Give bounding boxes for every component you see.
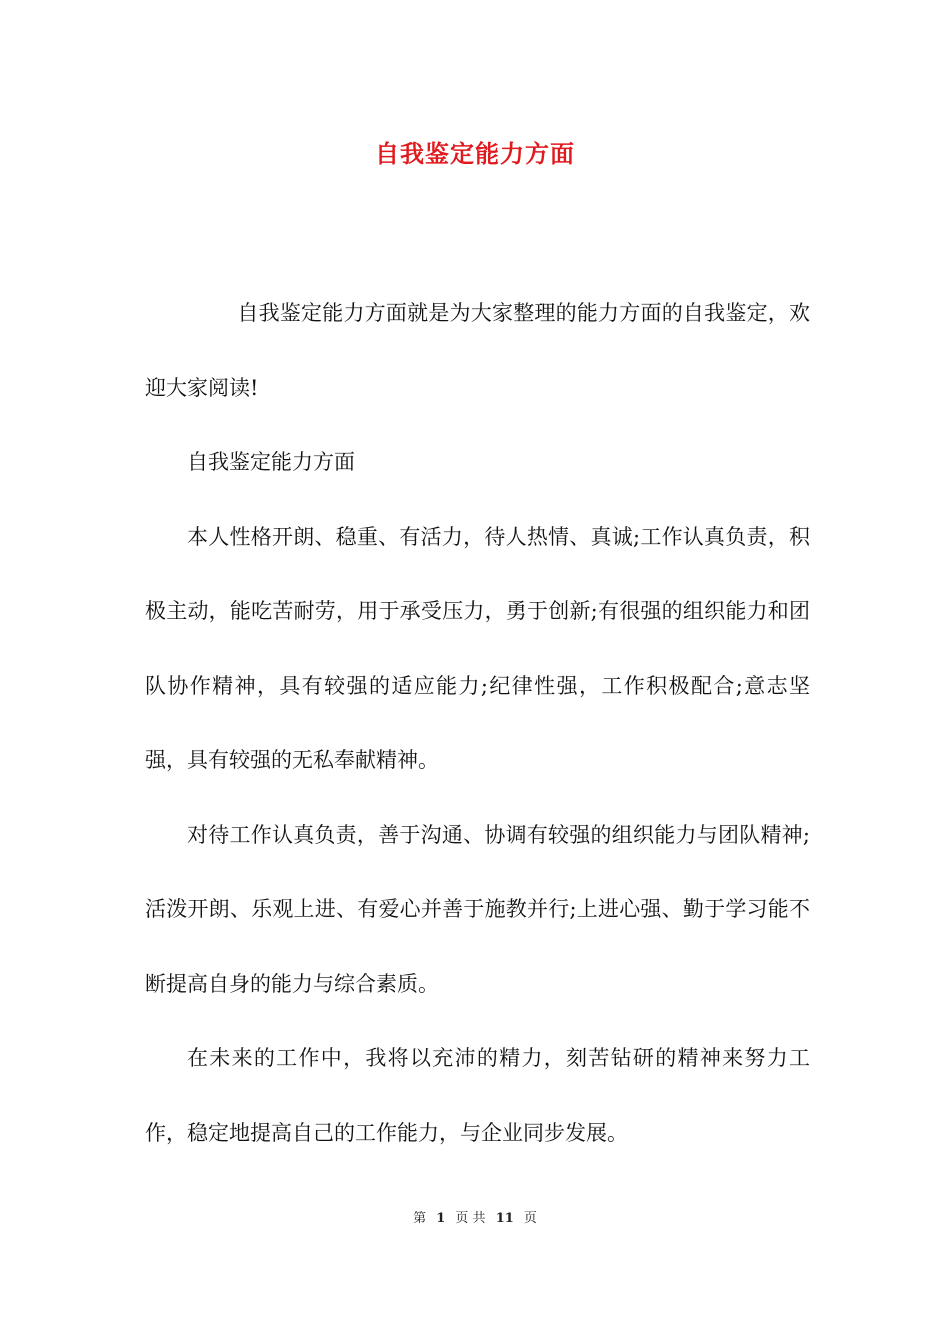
page-number-footer	[0, 1207, 950, 1226]
body-paragraph-3: 在未来的工作中，我将以充沛的精力，刻苦钻研的精神来努力工作，稳定地提高自己的工作能力，与企业同步发展。	[145, 1046, 810, 1145]
footer-total-pages: 11	[495, 1211, 514, 1226]
document-body	[145, 276, 810, 1170]
footer-current-page: 1	[436, 1211, 446, 1226]
document-title: 自我鉴定能力方面	[375, 139, 575, 168]
footer-suffix: 页	[523, 1211, 537, 1226]
body-paragraph-2: 对待工作认真负责，善于沟通、协调有较强的组织能力与团队精神;活泼开朗、乐观上进、有爱心并善于施教并行;上进心强、勤于学习能不断提高自身的能力与综合素质。	[145, 822, 810, 996]
footer-middle: 页 共	[455, 1211, 486, 1226]
body-paragraph-1: 本人性格开朗、稳重、有活力，待人热情、真诚;工作认真负责，积极主动，能吃苦耐劳，用于承受压力，勇于创新;有很强的组织能力和团队协作精神，具有较强的适应能力;纪律性强，工作积极配合;意志坚强，具有较强的无私奉献精神。	[145, 524, 810, 772]
intro-paragraph: 自我鉴定能力方面就是为大家整理的能力方面的自我鉴定，欢迎大家阅读!	[145, 301, 810, 400]
footer-prefix: 第	[413, 1211, 427, 1226]
section-heading: 自我鉴定能力方面	[187, 450, 355, 474]
